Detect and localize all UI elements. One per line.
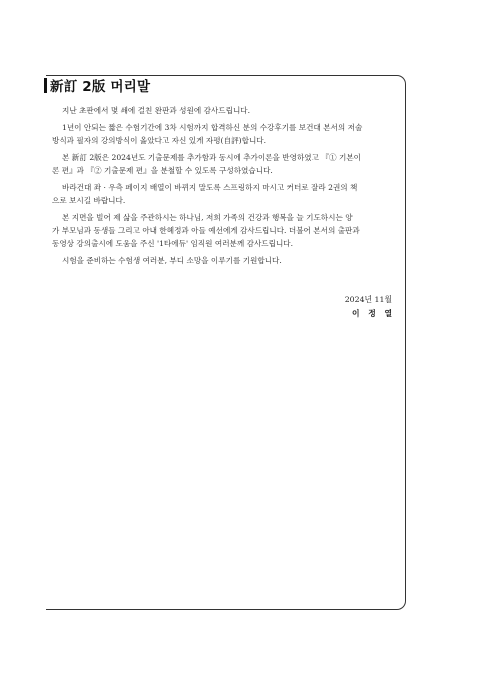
preface-body [52,104,392,271]
paragraph-line: 동영상 강의출시에 도움을 주신 '1타에듀' 임직원 여러분께 감사드립니다. [52,239,294,248]
signature-date: 2024년 11월 [344,295,392,304]
title-marker-bar [44,78,47,93]
section-title [44,76,158,94]
paragraph [52,104,392,117]
signature-block [344,293,395,321]
paragraph-line: 1년이 안되는 짧은 수험기간에 3차 시험까지 합격하신 분의 수강후기를 보건대 본서의 저술 [62,123,363,132]
paragraph [52,254,392,267]
paragraph [52,181,392,207]
paragraph-line: 으로 보시길 바랍니다. [52,196,126,205]
paragraph-line: 바라건대 좌 · 우측 페이지 배열이 바뀌지 말도록 스프링하지 마시고 커터로 잘라 2권의 책 [62,183,358,192]
page-title: 新訂 2版 머리말 [50,79,151,95]
paragraph-line: 시험을 준비하는 수험생 여러분, 부디 소망을 이루기를 기원합니다. [62,256,282,265]
paragraph-line: 지난 초판에서 몇 쇄에 걸친 완판과 성원에 감사드립니다. [62,106,251,115]
paragraph-line: 본 지면을 빌어 제 삶을 주관하시는 하나님, 저희 가족의 건강과 행복을 늘 기도하시는 양 [62,213,353,222]
paragraph [52,151,392,177]
paragraph-line: 가 부모님과 동생들 그리고 아내 한혜정과 아들 예선에게 감사드립니다. 더불어 본서의 출판과 [52,226,360,235]
paragraph-line: 본 新訂 2版은 2024년도 기출문제를 추가함과 동시에 추가이론을 반영하였고 『① 기본이 [62,153,361,162]
paragraph-line: 방식과 필자의 강의방식이 옳았다고 자신 있게 자평(自評)합니다. [52,136,267,145]
signature-author: 이 정 열 [351,309,395,318]
paragraph-line: 론 편』과 『② 기출문제 편』을 분철할 수 있도록 구성하였습니다. [52,166,273,175]
paragraph [52,121,392,147]
paragraph [52,211,392,250]
